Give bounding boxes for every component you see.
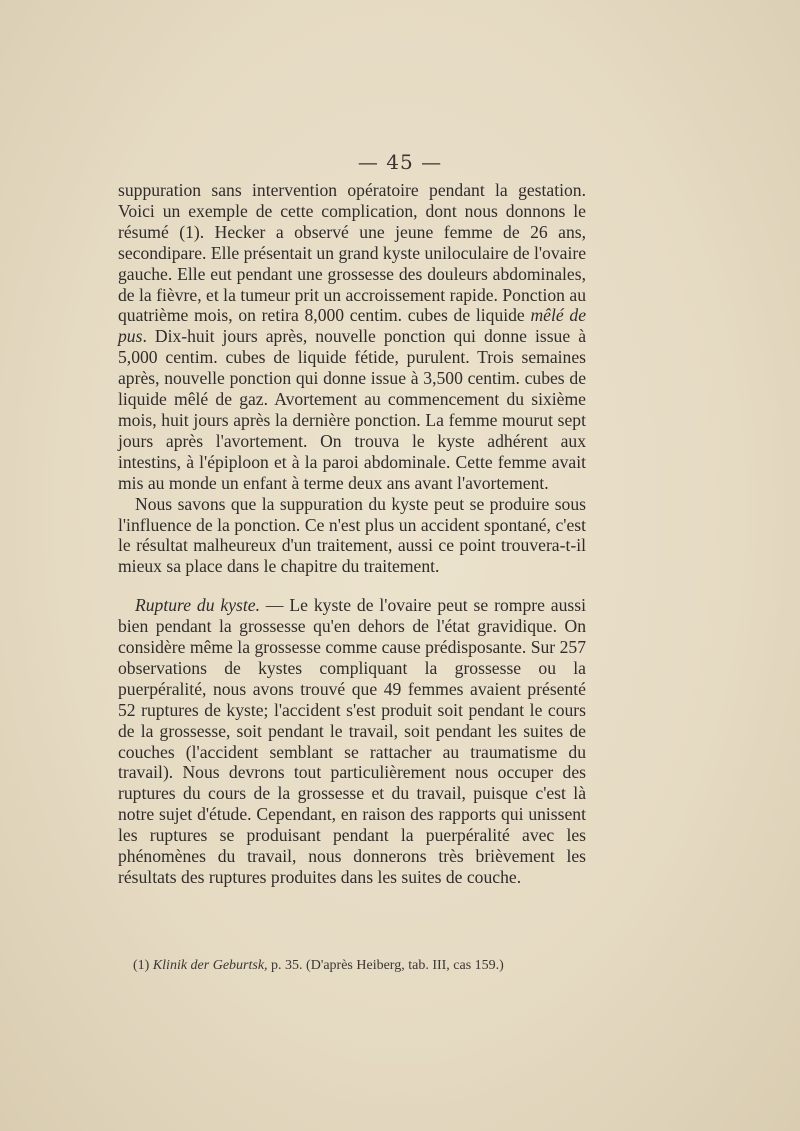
paragraph-ponction xyxy=(118,494,586,578)
footnote-marker: (1) xyxy=(133,958,150,973)
footnote-source: Klinik der Geburtsk, xyxy=(152,958,268,973)
body-text xyxy=(118,180,586,888)
paragraph-text: — Le kyste de l'ovaire peut se rompre aussi bien pendant la grossesse qu'en dehors de l'état gravidique. On considère même la grossesse comme cause prédisposante. Sur 257 observations de kystes compliquant la grossesse ou la puerpéralité, nous avons trouvé que 49 femmes avaient présenté 52 ruptures de kyste; l'accident s'est produit soit pendant le cours de la grossesse, soit pendant le travail, soit pendant les suites de couches (l'accident semblant se rattacher au traumatisme du travail). Nous devrons tout particulièrement nous occuper des ruptures du cours de la grossesse et du travail, puisque c'est là notre sujet d'étude. Cependant, en raison des rapports qui unissent les ruptures se produisant pendant la puerpéralité avec les phénomènes du travail, nous donnerons très brièvement les résultats des ruptures produites dans les suites de couche. xyxy=(118,595,586,887)
page-number: — 45 — xyxy=(357,150,443,174)
paragraph-rupture xyxy=(118,595,586,888)
footnote-text: p. 35. (D'après Heiberg, tab. III, cas 159.) xyxy=(267,958,504,973)
paragraph-text: suppuration sans intervention opératoire pendant la gestation. Voici un exemple de cette complication, dont nous donnons le résumé (1). Hecker a observé une jeune femme de 26 ans, secondipare. Elle présentait un grand kyste uniloculaire de l'ovaire gauche. Elle eut pendant une grossesse des douleurs abdominales, de la fièvre, et la tumeur prit un accroissement rapide. Ponction au quatrième mois, on retira 8,000 centim. cubes de liquide xyxy=(118,180,586,326)
paragraph-suppuration-example xyxy=(118,180,586,494)
paragraph-text-continued: . Dix-huit jours après, nouvelle ponction qui donne issue à 5,000 centim. cubes de liquide fétide, purulent. Trois semaines après, nouvelle ponction qui donne issue à 3,500 centim. cubes de liquide mêlé de gaz. Avortement au commencement du sixième mois, huit jours après la dernière ponction. La femme mourut sept jours après l'avortement. On trouva le kyste adhérent aux intestins, à l'épiploon et à la paroi abdominale. Cette femme avait mis au monde un enfant à terme deux ans avant l'avortement. xyxy=(118,326,586,493)
section-heading: Rupture du kyste. xyxy=(135,595,260,616)
italic-phrase: mêlé de pus xyxy=(118,305,586,347)
paragraph-text: Nous savons que la suppuration du kyste peut se produire sous l'influence de la ponction. Ce n'est plus un accident spontané, c'est le résultat malheureux d'un traitement, aussi ce point trouvera-t-il mieux sa place dans le chapitre du traitement. xyxy=(118,493,586,577)
footnote xyxy=(133,958,593,974)
